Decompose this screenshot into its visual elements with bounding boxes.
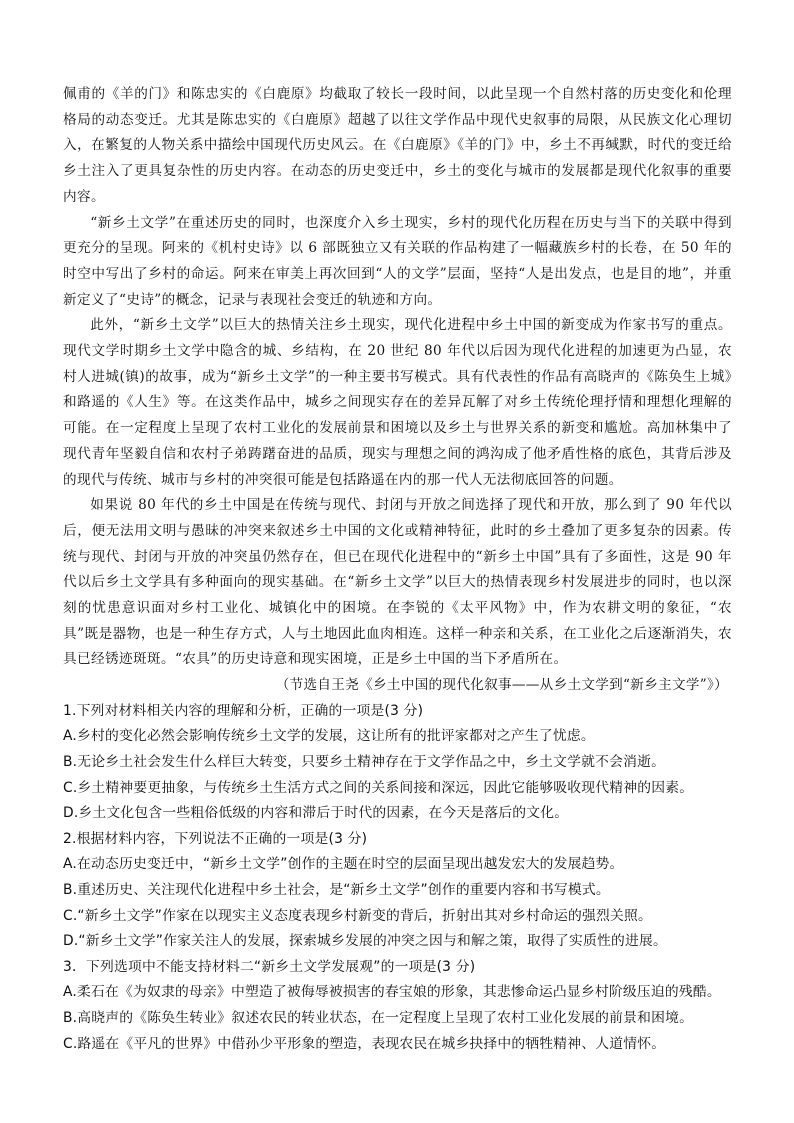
option-b: B.重述历史、关注现代化进程中乡土社会，是“新乡土文学”创作的重要内容和书写模式。 <box>63 882 610 899</box>
reading-passage <box>63 82 732 673</box>
option-d: D.乡土文化包含一些粗俗低级的内容和滞后于时代的因素，在今天是落后的文化。 <box>63 805 569 822</box>
passage-source: （节选自王尧《乡土中国的现代化叙事——从乡土文学到“新乡主文学”》） <box>275 677 728 694</box>
passage-paragraph: “新乡土文学”在重述历史的同时，也深度介入乡土现实，乡村的现代化历程在历史与当下的关联中得到更充分的呈现。阿来的《机村史诗》以 6 部既独立又有关联的作品构建了一幅藏族乡村的长卷，在 50 年的时空中写出了乡村的命运。阿来在审美上再次回到“人的文学”层面，坚持“人是出发点，也是目的地”，并重新定义了“史诗”的概念，记录与表现社会变迁的轨迹和方向。 <box>63 214 732 308</box>
passage-paragraph: 佩甫的《羊的门》和陈忠实的《白鹿原》均截取了较长一段时间，以此呈现一个自然村落的历史变化和伦理格局的动态变迁。尤其是陈忠实的《白鹿原》超越了以往文学作品中现代史叙事的局限，从民族文化心理切入，在繁复的人物关系中描绘中国现代历史风云。在《白鹿原》《羊的门》中，乡土不再缄默，时代的变迁给乡土注入了更具复杂性的历史内容。在动态的历史变迁中，乡土的变化与城市的发展都是现代化叙事的重要内容。 <box>63 86 732 205</box>
option-a: A.在动态历史变迁中，“新乡土文学”创作的主题在时空的层面呈现出越发宏大的发展趋势。 <box>63 856 624 873</box>
question-3 <box>63 955 732 1057</box>
passage-paragraph: 此外，“新乡土文学”以巨大的热情关注乡土现实，现代化进程中乡土中国的新变成为作家书写的重点。现代文学时期乡土文学中隐含的城、乡结构，在 20 世纪 80 年代以后因为现代化进程的加速更为凸显，农村人进城(镇)的故事，成为“新乡土文学”的一种主要书写模式。具有代表性的作品有高晓声的《陈奂生上城》和路遥的《人生》等。在这类作品中，城乡之间现实存在的差异瓦解了对乡土传统伦理抒情和理想化理解的可能。在一定程度上呈现了农村工业化的发展前景和困境以及乡土与世界关系的新变和尴尬。高加林集中了现代青年坚毅自信和农村子弟踌躇奋进的品质，现实与理想之间的鸿沟成了他矛盾性格的底色，其背后涉及的现代与传统、城市与乡村的冲突很可能是包括路遥在内的那一代人无法彻底回答的问题。 <box>63 317 732 488</box>
option-a: A.乡村的变化必然会影响传统乡土文学的发展，这让所有的批评家都对之产生了忧虑。 <box>63 728 595 745</box>
question-stem: 3．下列选项中不能支持材料二“新乡土文学发展观”的一项是(3 分) <box>63 958 476 975</box>
option-c: C.“新乡土文学”作家在以现实主义态度表现乡村新变的背后，折射出其对乡村命运的强烈关照。 <box>63 907 652 924</box>
option-d: D.“新乡土文学”作家关注人的发展，探索城乡发展的冲突之因与和解之策，取得了实质性的进展。 <box>63 933 667 950</box>
option-b: B.无论乡土社会发生什么样巨大转变，只要乡土精神存在于文学作品之中，乡土文学就不会消逝。 <box>63 754 666 771</box>
option-c: C.乡土精神要更抽象，与传统乡土生活方式之间的关系间接和深远，因此它能够吸收现代精神的因素。 <box>63 779 694 796</box>
question-2 <box>63 827 732 955</box>
option-c: C.路遥在《平凡的世界》中借孙少平形象的塑造，表现农民在城乡抉择中的牺牲精神、人道情怀。 <box>63 1035 666 1052</box>
option-a: A.柔石在《为奴隶的母亲》中塑造了被侮辱被损害的春宝娘的形象，其悲惨命运凸显乡村阶级压迫的残酷。 <box>63 984 721 1001</box>
question-list <box>63 699 732 1057</box>
passage-paragraph: 如果说 80 年代的乡土中国是在传统与现代、封闭与开放之间选择了现代和开放，那么到了 90 年代以后，便无法用文明与愚昧的冲突来叙述乡土中国的文化或精神特征，此时的乡土叠加了更多复杂的因素。传统与现代、封闭与开放的冲突虽仍然存在，但已在现代化进程中的“新乡土中国”具有了多面性，这是 90 年代以后乡土文学具有多种面向的现实基础。在“新乡土文学”以巨大的热情表现乡村发展进步的同时，也以深刻的忧患意识面对乡村工业化、城镇化中的困境。在李锐的《太平风物》中，作为农耕文明的象征，“农具”既是器物，也是一种生存方式，人与土地因此血肉相连。这样一种亲和关系，在工业化之后逐渐消失，农具已经锈迹斑斑。“农具”的历史诗意和现实困境，正是乡土中国的当下矛盾所在。 <box>63 497 732 668</box>
option-b: B.高晓声的《陈奂生转业》叙述农民的转业状态，在一定程度上呈现了农村工业化发展的前景和困境。 <box>63 1010 694 1026</box>
question-stem: 2.根据材料内容，下列说法不正确的一项是(3 分) <box>63 830 368 847</box>
question-stem: 1.下列对材料相关内容的理解和分析，正确的一项是(3 分) <box>63 702 424 719</box>
question-1 <box>63 699 732 827</box>
